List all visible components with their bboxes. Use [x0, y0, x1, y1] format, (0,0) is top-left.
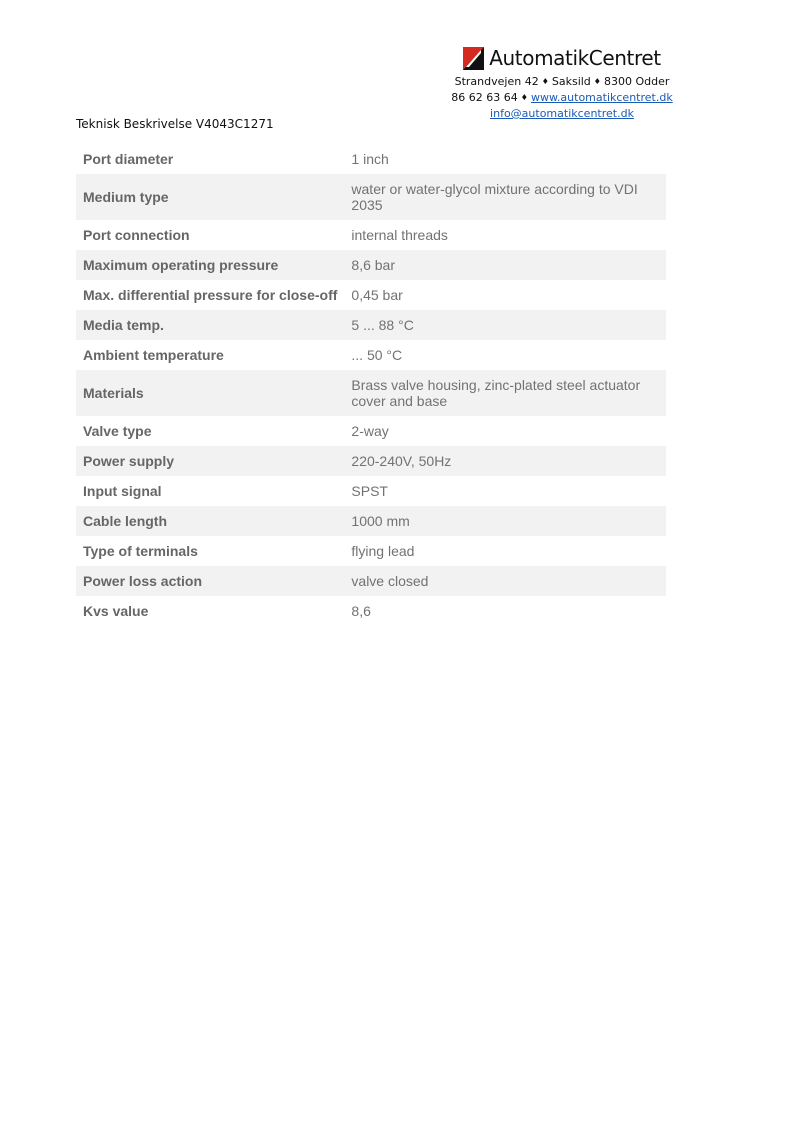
spec-label: Media temp.	[83, 317, 164, 333]
separator-diamond-icon: ♦	[541, 77, 549, 86]
spec-value: 1 inch	[351, 151, 389, 167]
address-city: Saksild	[551, 75, 591, 88]
separator-diamond-icon: ♦	[593, 77, 601, 86]
spec-row	[76, 370, 666, 416]
spec-label: Power supply	[83, 453, 175, 469]
email-line	[420, 106, 704, 122]
spec-label: Cable length	[83, 513, 168, 529]
spec-value: Brass valve housing, zinc-plated steel actuator cover and base	[351, 377, 641, 409]
spec-label: Materials	[83, 385, 144, 401]
spec-label: Ambient temperature	[83, 347, 224, 363]
address-street: Strandvejen 42	[454, 75, 539, 88]
company-header	[420, 44, 704, 122]
separator-diamond-icon: ♦	[520, 93, 528, 102]
address-line	[420, 74, 704, 90]
spec-label: Type of terminals	[83, 543, 198, 559]
spec-label: Port diameter	[83, 151, 174, 167]
contact-line	[420, 90, 704, 106]
spec-label: Input signal	[83, 483, 162, 499]
spec-value: water or water-glycol mixture according to VDI 2035	[351, 181, 638, 213]
spec-row	[76, 416, 666, 446]
address-postal: 8300 Odder	[603, 75, 670, 88]
spec-row	[76, 446, 666, 476]
spec-label: Kvs value	[83, 603, 149, 619]
spec-value: 8,6 bar	[351, 257, 395, 273]
spec-label: Max. differential pressure for close-off	[83, 287, 338, 303]
spec-row	[76, 250, 666, 280]
spec-row	[76, 340, 666, 370]
spec-table-body	[76, 144, 666, 626]
spec-table	[76, 144, 666, 626]
spec-label: Medium type	[83, 189, 169, 205]
spec-row	[76, 174, 666, 220]
spec-row	[76, 144, 666, 174]
spec-row	[76, 536, 666, 566]
spec-label: Port connection	[83, 227, 190, 243]
spec-value: ... 50 °C	[351, 347, 403, 363]
spec-row	[76, 220, 666, 250]
spec-value: 5 ... 88 °C	[351, 317, 414, 333]
company-logo	[420, 44, 704, 72]
spec-row	[76, 476, 666, 506]
spec-value: 8,6	[351, 603, 371, 619]
brand-name: AutomatikCentret	[489, 46, 661, 70]
spec-row	[76, 506, 666, 536]
spec-row	[76, 280, 666, 310]
spec-value: valve closed	[351, 573, 429, 589]
spec-value: internal threads	[351, 227, 448, 243]
spec-value: 0,45 bar	[351, 287, 403, 303]
phone-number: 86 62 63 64	[451, 91, 518, 104]
spec-value: 1000 mm	[351, 513, 410, 529]
spec-label: Power loss action	[83, 573, 203, 589]
spec-row	[76, 566, 666, 596]
spec-row	[76, 596, 666, 626]
spec-row	[76, 310, 666, 340]
spec-value: flying lead	[351, 543, 415, 559]
spec-value: 2-way	[351, 423, 389, 439]
spec-value: 220-240V, 50Hz	[351, 453, 452, 469]
document-title: Teknisk Beskrivelse V4043C1271	[76, 117, 274, 131]
spec-value: SPST	[351, 483, 388, 499]
website-link[interactable]: www.automatikcentret.dk	[530, 91, 673, 104]
spec-label: Maximum operating pressure	[83, 257, 279, 273]
email-link[interactable]: info@automatikcentret.dk	[490, 107, 634, 120]
automatikcentret-logo-icon	[463, 47, 484, 70]
spec-label: Valve type	[83, 423, 152, 439]
